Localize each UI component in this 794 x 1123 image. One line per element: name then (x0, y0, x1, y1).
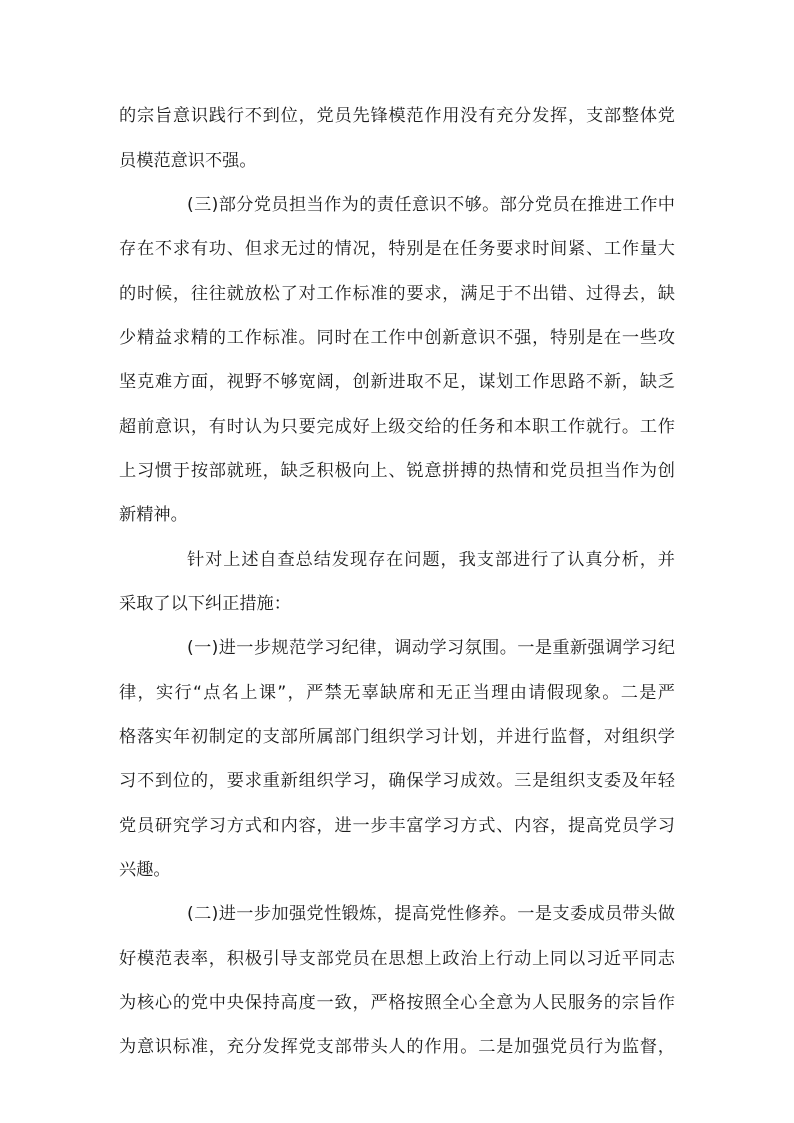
text-line: 党员研究学习方式和内容，进一步丰富学习方式、内容，提高党员学习 (119, 816, 675, 836)
text-line: 兴趣。 (119, 860, 171, 880)
text-line: 好模范表率，积极引导支部党员在思想上政治上行动上同以习近平同志 (119, 949, 675, 969)
text-line: 上习惯于按部就班，缺乏积极向上、锐意拼搏的热情和党员担当作为创 (119, 461, 675, 481)
section-heading-line: (二)进一步加强党性锻炼，提高党性修养。一是支委成员带头做 (187, 904, 675, 924)
section-heading-line: (一)进一步规范学习纪律，调动学习氛围。一是重新强调学习纪 (187, 638, 675, 658)
text-line: 为核心的党中央保持高度一致，严格按照全心全意为人民服务的宗旨作 (119, 993, 675, 1013)
text-line: 采取了以下纠正措施： (119, 594, 291, 614)
text-line: 存在不求有功、但求无过的情况，特别是在任务要求时间紧、工作量大 (119, 239, 675, 259)
text-line: 习不到位的，要求重新组织学习，确保学习成效。三是组织支委及年轻 (119, 771, 675, 791)
text-line: 律，实行“点名上课”，严禁无辜缺席和无正当理由请假现象。二是严 (119, 683, 675, 703)
text-line: 的时候，往往就放松了对工作标准的要求，满足于不出错、过得去，缺 (119, 284, 675, 304)
text-line: 格落实年初制定的支部所属部门组织学习计划，并进行监督，对组织学 (119, 727, 675, 747)
text-line: 超前意识，有时认为只要完成好上级交给的任务和本职工作就行。工作 (119, 417, 675, 437)
text-line: 新精神。 (119, 505, 188, 525)
text-line: 少精益求精的工作标准。同时在工作中创新意识不强，特别是在一些攻 (119, 328, 675, 348)
section-heading-line: (三)部分党员担当作为的责任意识不够。部分党员在推进工作中 (187, 195, 675, 215)
text-line: 坚克难方面，视野不够宽阔，创新进取不足，谋划工作思路不新，缺乏 (119, 372, 675, 392)
text-line: 的宗旨意识践行不到位，党员先锋模范作用没有充分发挥，支部整体党 (119, 106, 675, 126)
text-line: 员模范意识不强。 (119, 151, 257, 171)
text-line: 为意识标准，充分发挥党支部带头人的作用。二是加强党员行为监督， (119, 1037, 675, 1057)
paragraph-start-line: 针对上述自查总结发现存在问题，我支部进行了认真分析，并 (187, 550, 675, 570)
